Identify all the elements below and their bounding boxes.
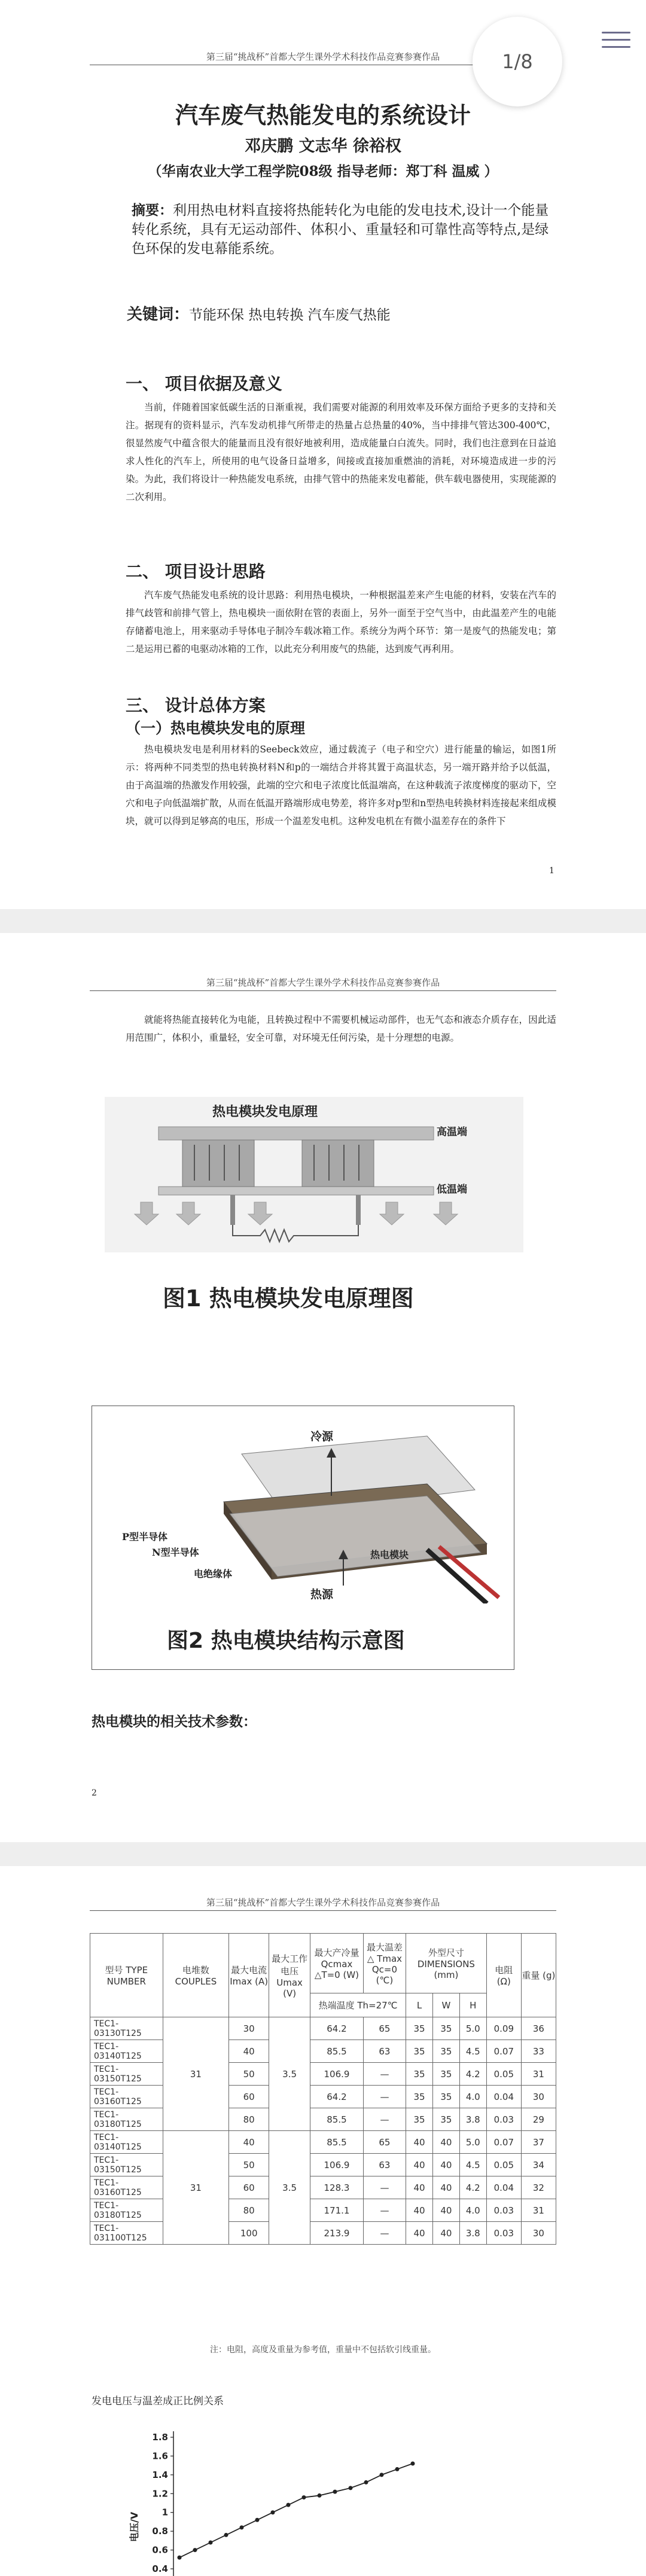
y-axis-label: 电压/V	[129, 2511, 140, 2542]
hamburger-menu-icon[interactable]	[602, 26, 630, 55]
running-header: 第三届“挑战杯”首都大学生课外学术科技作品竞赛参赛作品	[206, 1897, 440, 1908]
cell-qcmax: 106.9	[310, 2063, 364, 2086]
cell-qcmax: 85.5	[310, 2040, 364, 2063]
cell-w: 35	[432, 2040, 459, 2063]
cell-umax: 3.5	[269, 2017, 310, 2131]
data-point	[395, 2467, 400, 2471]
cell-imax: 50	[229, 2063, 269, 2086]
data-point	[224, 2533, 228, 2537]
col-header-l: L	[406, 1993, 433, 2017]
y-tick-label: 0.8	[152, 2526, 168, 2537]
col-header-couples: 电堆数 COUPLES	[163, 1934, 229, 2017]
figure-2-caption: 图2 热电模块结构示意图	[167, 1629, 405, 1653]
figure-2-image	[92, 1406, 514, 1670]
document-page-2	[0, 933, 646, 1842]
abstract	[132, 201, 556, 258]
table-row	[90, 2063, 556, 2086]
cell-tmax: —	[363, 2199, 406, 2222]
cell-weight: 34	[521, 2154, 556, 2176]
paper-authors: 邓庆鹏 文志华 徐裕权	[245, 137, 401, 156]
cell-tmax: —	[363, 2086, 406, 2108]
cell-res: 0.09	[486, 2017, 521, 2040]
abstract-text: 利用热电材料直接将热能转化为电能的发电技术,设计一个能量转化系统，具有无运动部件、体积小、重量轻和可靠性高等特点,是绿色环保的发电幕能系统。	[132, 203, 549, 257]
section-2-heading: 二、 项目设计思路	[126, 562, 266, 581]
cold-end-label: 低温端	[437, 1184, 467, 1196]
y-tick-label: 0.4	[152, 2563, 168, 2574]
col-header-hot-temp: 热端温度 Th=27℃	[310, 1993, 406, 2017]
tmax-sub: Qc=0 (℃)	[371, 1964, 398, 1986]
cell-qcmax: 106.9	[310, 2154, 364, 2176]
section-3-subheading: （一）热电模块发电的原理	[126, 720, 306, 737]
data-point	[349, 2486, 353, 2490]
data-point	[193, 2548, 197, 2552]
cell-imax: 30	[229, 2017, 269, 2040]
table-row	[90, 2199, 556, 2222]
chart-heading: 发电电压与温差成正比例关系	[92, 2395, 224, 2407]
cell-imax: 100	[229, 2222, 269, 2245]
y-tick-label: 1.2	[152, 2488, 168, 2499]
cell-weight: 31	[521, 2199, 556, 2222]
data-point	[287, 2503, 291, 2507]
cell-res: 0.03	[486, 2222, 521, 2245]
cell-h: 4.2	[459, 2063, 486, 2086]
insulator-label: 电绝缘体	[194, 1568, 233, 1580]
cell-weight: 36	[521, 2017, 556, 2040]
cell-weight: 32	[521, 2176, 556, 2199]
cell-l: 35	[406, 2040, 433, 2063]
cell-l: 35	[406, 2017, 433, 2040]
cell-h: 5.0	[459, 2131, 486, 2154]
cell-imax: 60	[229, 2086, 269, 2108]
table-row	[90, 2222, 556, 2245]
section-1-heading: 一、 项目依据及意义	[126, 374, 282, 394]
p-type-label: P型半导体	[122, 1531, 168, 1542]
col-header-tmax	[363, 1934, 406, 1993]
cell-imax: 80	[229, 2108, 269, 2131]
cell-h: 4.2	[459, 2176, 486, 2199]
document-page-1	[0, 0, 646, 909]
running-header: 第三届“挑战杯”首都大学生课外学术科技作品竞赛参赛作品	[206, 51, 440, 62]
cell-model: TEC1-03130T125	[90, 2017, 163, 2040]
table-row	[90, 2017, 556, 2040]
cell-qcmax: 171.1	[310, 2199, 364, 2222]
col-header-resistance: 电阻 (Ω)	[486, 1934, 521, 2017]
cell-imax: 60	[229, 2176, 269, 2199]
keywords	[127, 302, 391, 324]
cell-model: TEC1-03140T125	[90, 2131, 163, 2154]
y-tick-label: 1.8	[152, 2432, 168, 2443]
cell-w: 40	[432, 2222, 459, 2245]
cell-l: 35	[406, 2086, 433, 2108]
cell-imax: 40	[229, 2131, 269, 2154]
cell-model: TEC1-03180T125	[90, 2199, 163, 2222]
cell-res: 0.03	[486, 2199, 521, 2222]
paper-affiliation: （华南农业大学工程学院08级 指导老师：郑丁科 温威 ）	[148, 163, 498, 179]
module-label: 热电模块	[370, 1549, 409, 1560]
cell-h: 3.8	[459, 2108, 486, 2131]
cell-l: 35	[406, 2063, 433, 2086]
cell-model: TEC1-03150T125	[90, 2154, 163, 2176]
col-header-imax: 最大电流 Imax (A)	[229, 1934, 269, 2017]
cell-model: TEC1-031100T125	[90, 2222, 163, 2245]
col-header-model: 型号 TYPE NUMBER	[90, 1934, 163, 2017]
voltage-chart	[120, 2422, 431, 2576]
cell-w: 35	[432, 2063, 459, 2086]
cell-model: TEC1-03160T125	[90, 2086, 163, 2108]
params-heading: 热电模块的相关技术参数：	[92, 1714, 257, 1730]
cell-res: 0.07	[486, 2040, 521, 2063]
data-point	[302, 2495, 306, 2499]
cell-imax: 50	[229, 2154, 269, 2176]
cell-w: 40	[432, 2131, 459, 2154]
cell-weight: 30	[521, 2222, 556, 2245]
table-row	[90, 2131, 556, 2154]
cell-l: 35	[406, 2108, 433, 2131]
cell-res: 0.03	[486, 2108, 521, 2131]
col-header-h: H	[459, 1993, 486, 2017]
paper-title: 汽车废气热能发电的系统设计	[175, 102, 471, 129]
cell-tmax: 63	[363, 2154, 406, 2176]
cell-model: TEC1-03140T125	[90, 2040, 163, 2063]
cell-qcmax: 128.3	[310, 2176, 364, 2199]
data-point	[411, 2462, 415, 2466]
cell-res: 0.05	[486, 2063, 521, 2086]
cell-h: 4.0	[459, 2199, 486, 2222]
cell-w: 40	[432, 2154, 459, 2176]
cell-tmax: —	[363, 2176, 406, 2199]
cell-couples: 31	[163, 2017, 229, 2131]
cell-l: 40	[406, 2131, 433, 2154]
hot-end-label: 高温端	[437, 1126, 467, 1138]
cell-res: 0.04	[486, 2086, 521, 2108]
cell-l: 40	[406, 2154, 433, 2176]
cell-qcmax: 213.9	[310, 2222, 364, 2245]
header-divider	[90, 1910, 556, 1911]
col-header-umax: 最大工作电压 Umax (V)	[269, 1934, 310, 2017]
thermoelectric-structure-diagram	[92, 1406, 514, 1603]
figure-1-inner-title: 热电模块发电原理	[212, 1104, 318, 1120]
y-tick-label: 1.4	[152, 2469, 168, 2480]
data-point	[318, 2493, 322, 2498]
cold-source-label: 冷源	[310, 1430, 334, 1443]
tec-spec-table	[90, 1933, 556, 2245]
table-row	[90, 2108, 556, 2131]
cell-model: TEC1-03160T125	[90, 2176, 163, 2199]
table-row	[90, 2154, 556, 2176]
cell-w: 40	[432, 2176, 459, 2199]
series-line-voltage	[179, 2464, 413, 2557]
cell-weight: 31	[521, 2063, 556, 2086]
cell-tmax: 65	[363, 2017, 406, 2040]
cell-qcmax: 64.2	[310, 2017, 364, 2040]
section-1-paragraph: 当前，伴随着国家低碳生活的日渐重视，我们需要对能源的利用效率及环保方面给予更多的支持和关注。据现有的资料显示，汽车发动机排气所带走的热量占总热量的40%，当中排排气管达300-400℃，很显然废气中蕴含很大的能量而且没有很好地被利用，造成能量白白流失。同时，我们也注意到在日益追求人性化的汽车上，所使用的电气设备日益增多，间接或直接加重燃油的消耗，对环境造成进一步的污染。为此，我们将设计一种热能发电系统，由排气管中的热能来发电蓄能，供车载电器使用，实现能源的二次利用。	[126, 402, 556, 502]
cell-model: TEC1-03180T125	[90, 2108, 163, 2131]
cell-w: 35	[432, 2086, 459, 2108]
cell-tmax: —	[363, 2063, 406, 2086]
cell-imax: 40	[229, 2040, 269, 2063]
n-type-label: N型半导体	[152, 1547, 199, 1558]
page-number: 1	[549, 866, 554, 876]
cell-w: 35	[432, 2017, 459, 2040]
qcmax-sub: △T=0 (W)	[314, 1970, 359, 1980]
col-header-weight: 重量 (g)	[521, 1934, 556, 2017]
col-header-qcmax	[310, 1934, 364, 1993]
table-note: 注：电阻，高度及重量为参考值，重量中不包括软引线重量。	[210, 2345, 436, 2355]
data-point	[178, 2556, 182, 2560]
section-3-heading: 三、 设计总体方案	[126, 696, 266, 715]
cell-weight: 37	[521, 2131, 556, 2154]
cell-h: 3.8	[459, 2222, 486, 2245]
data-point	[380, 2473, 384, 2477]
figure-1-image	[105, 1097, 523, 1252]
section-3-paragraph: 热电模块发电是利用材料的Seebeck效应，通过载流子（电子和空穴）进行能量的输运，如图1所示：将两种不同类型的热电转换材料N和p的一端结合并将其置于高温状态，另一端开路并给予以低温，由于高温端的热激发作用较强，此端的空穴和电子浓度比低温端高，在这种载流子浓度梯度的驱动下，空穴和电子向低温端扩散，从而在低温开路端形成电势差，将许多对p型和n型热电转换材料连接起来组成模块，就可以得到足够高的电压，形成一个温差发电机。这种发电机在有微小温差存在的条件下	[126, 744, 556, 827]
qcmax-title: 最大产冷量 Qcmax	[314, 1947, 359, 1970]
cell-qcmax: 85.5	[310, 2108, 364, 2131]
y-tick-label: 1	[162, 2507, 168, 2518]
keywords-text: 节能环保 热电转换 汽车废气热能	[189, 307, 391, 323]
cell-umax: 3.5	[269, 2131, 310, 2245]
cell-weight: 29	[521, 2108, 556, 2131]
cell-l: 40	[406, 2222, 433, 2245]
data-point	[209, 2541, 213, 2545]
cell-model: TEC1-03150T125	[90, 2063, 163, 2086]
y-tick-label: 0.6	[152, 2544, 168, 2556]
heat-source-label: 热源	[310, 1588, 334, 1601]
data-point	[240, 2525, 244, 2529]
col-header-w: W	[432, 1993, 459, 2017]
cell-couples: 31	[163, 2131, 229, 2245]
table-row	[90, 2086, 556, 2108]
cell-h: 4.5	[459, 2154, 486, 2176]
thermoelectric-principle-diagram	[105, 1097, 523, 1252]
figure-1-caption: 图1 热电模块发电原理图	[163, 1285, 414, 1312]
cell-w: 35	[432, 2108, 459, 2131]
abstract-label: 摘要：	[132, 202, 173, 218]
cell-h: 4.0	[459, 2086, 486, 2108]
cell-tmax: 65	[363, 2131, 406, 2154]
cell-res: 0.05	[486, 2154, 521, 2176]
section-2-paragraph: 汽车废气热能发电系统的设计思路：利用热电模块，一种根据温差来产生电能的材料，安装在汽车的排气歧管和前排气管上，热电模块一面依附在管的表面上，另外一面至于空气当中，由此温差产生的电能存储蓄电池上，用来驱动手导体电子制冷车载冰箱工作。系统分为两个环节：第一是废气的热能发电；第二是运用已蓄的电驱动冰箱的工作，以此充分利用废气的热能，达到废气再利用。	[126, 590, 556, 654]
table-row	[90, 2176, 556, 2199]
y-tick-label: 1.6	[152, 2450, 168, 2462]
cell-tmax: —	[363, 2108, 406, 2131]
col-header-dimensions: 外型尺寸 DIMENSIONS (mm)	[406, 1934, 487, 1993]
cell-qcmax: 64.2	[310, 2086, 364, 2108]
header-divider	[90, 990, 556, 991]
cell-h: 5.0	[459, 2017, 486, 2040]
cell-weight: 30	[521, 2086, 556, 2108]
cell-tmax: 63	[363, 2040, 406, 2063]
cell-tmax: —	[363, 2222, 406, 2245]
page-indicator[interactable]: 1/8	[473, 17, 562, 106]
running-header: 第三届“挑战杯”首都大学生课外学术科技作品竞赛参赛作品	[206, 977, 440, 988]
cell-weight: 33	[521, 2040, 556, 2063]
cell-res: 0.07	[486, 2131, 521, 2154]
data-point	[271, 2510, 275, 2514]
cell-h: 4.5	[459, 2040, 486, 2063]
data-point	[255, 2518, 260, 2522]
data-point	[333, 2490, 337, 2494]
cell-res: 0.04	[486, 2176, 521, 2199]
cell-l: 40	[406, 2176, 433, 2199]
data-point	[364, 2480, 368, 2484]
keywords-label: 关键词：	[127, 306, 190, 324]
cell-w: 40	[432, 2199, 459, 2222]
continued-paragraph: 就能将热能直接转化为电能，且转换过程中不需要机械运动部件，也无气态和液态介质存在，因此适用范围广，体积小，重量轻，安全可靠，对环境无任何污染，是十分理想的电源。	[126, 1014, 556, 1043]
cell-imax: 80	[229, 2199, 269, 2222]
table-row	[90, 2040, 556, 2063]
cell-qcmax: 85.5	[310, 2131, 364, 2154]
page-number: 2	[92, 1788, 97, 1798]
cell-l: 40	[406, 2199, 433, 2222]
tmax-title: 最大温差△ Tmax	[366, 1942, 403, 1964]
